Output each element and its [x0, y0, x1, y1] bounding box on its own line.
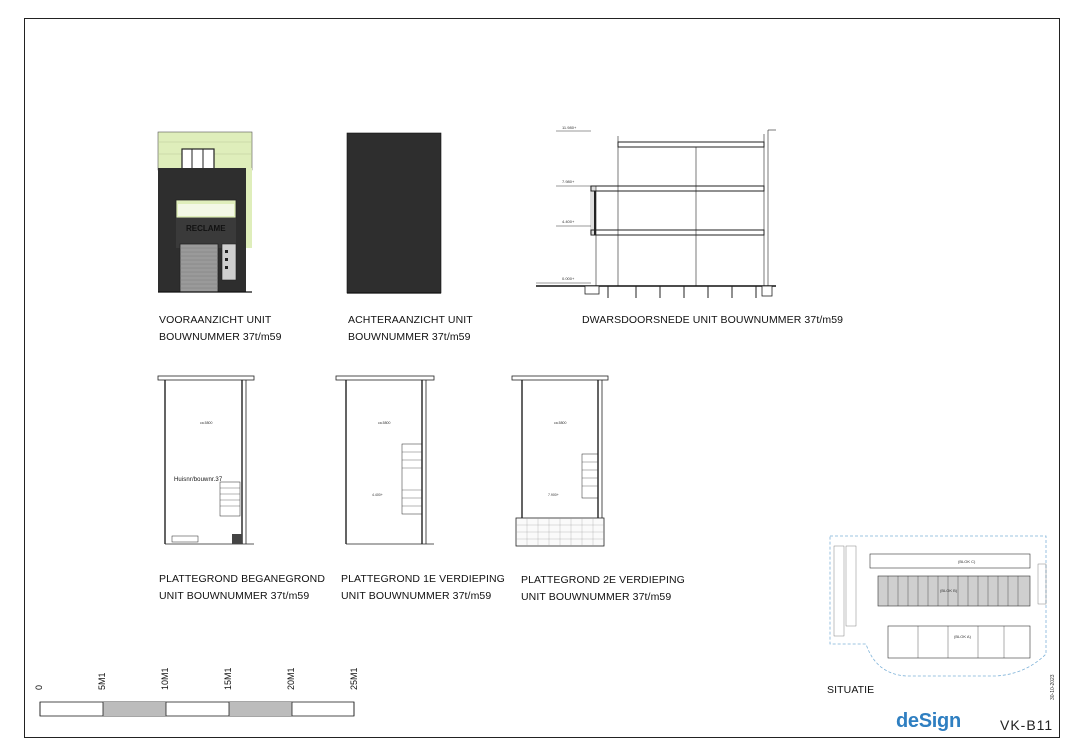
caption-first-floor	[341, 571, 505, 605]
svg-text:11.980+: 11.980+	[562, 125, 577, 130]
caption-first-line2: UNIT BOUWNUMMER 37t/m59	[341, 590, 492, 602]
caption-first-line1: PLATTEGROND 1E VERDIEPING	[341, 573, 505, 585]
caption-ground-line1: PLATTEGROND BEGANEGROND	[159, 573, 326, 585]
scale-label-25: 25M1	[349, 667, 359, 690]
design-logo: deSign	[896, 710, 961, 732]
caption-front-line2: BOUWNUMMER 37t/m59	[159, 331, 282, 343]
ground-room-label: Huisnr/bouwnr.37	[174, 477, 223, 483]
caption-section-line1: DWARSDOORSNEDE UNIT BOUWNUMMER 37t/m59	[582, 314, 844, 326]
svg-text:(BLOK B): (BLOK B)	[940, 588, 958, 593]
sheet-date: 30-10-2023	[1050, 674, 1056, 700]
caption-rear-elevation	[348, 312, 473, 346]
svg-text:4.400+: 4.400+	[562, 219, 575, 224]
caption-second-line2: UNIT BOUWNUMMER 37t/m59	[521, 591, 672, 603]
caption-ground-floor	[159, 571, 325, 605]
svg-text:7.980+: 7.980+	[562, 179, 575, 184]
first-floor-plan	[336, 372, 438, 552]
front-elevation	[158, 132, 254, 294]
scale-label-10: 10M1	[160, 667, 170, 690]
caption-rear-line1: ACHTERAANZICHT UNIT	[348, 314, 473, 326]
caption-front-line1: VOORAANZICHT UNIT	[159, 314, 272, 326]
caption-rear-line2: BOUWNUMMER 37t/m59	[348, 331, 471, 343]
caption-site-line1: SITUATIE	[827, 684, 875, 696]
svg-text:ca.5800: ca.5800	[200, 421, 213, 425]
svg-text:(BLOK A): (BLOK A)	[954, 634, 971, 639]
caption-ground-line2: UNIT BOUWNUMMER 37t/m59	[159, 590, 310, 602]
caption-site-plan	[827, 682, 874, 699]
scale-bar	[38, 700, 358, 720]
svg-text:ca.5800: ca.5800	[378, 421, 391, 425]
rear-elevation	[347, 133, 443, 295]
svg-text:ca.5800: ca.5800	[554, 421, 567, 425]
cross-section	[536, 126, 776, 304]
second-floor-plan	[512, 372, 614, 552]
scale-label-20: 20M1	[286, 667, 296, 690]
scale-label-5: 5M1	[97, 672, 107, 690]
scale-label-15: 15M1	[223, 667, 233, 690]
caption-cross-section	[582, 312, 843, 329]
svg-text:7.900+: 7.900+	[548, 493, 559, 497]
scale-label-0: 0	[34, 684, 44, 690]
svg-text:0.000+: 0.000+	[562, 276, 575, 281]
sheet-number: VK-B11	[1000, 717, 1054, 733]
svg-text:(BLOK C): (BLOK C)	[958, 559, 976, 564]
caption-second-line1: PLATTEGROND 2E VERDIEPING	[521, 574, 685, 586]
front-sign-text: RECLAME	[186, 224, 226, 233]
svg-text:4.400+: 4.400+	[372, 493, 383, 497]
caption-second-floor	[521, 572, 685, 606]
ground-floor-plan	[158, 372, 260, 552]
site-plan	[826, 534, 1056, 680]
caption-front-elevation	[159, 312, 282, 346]
